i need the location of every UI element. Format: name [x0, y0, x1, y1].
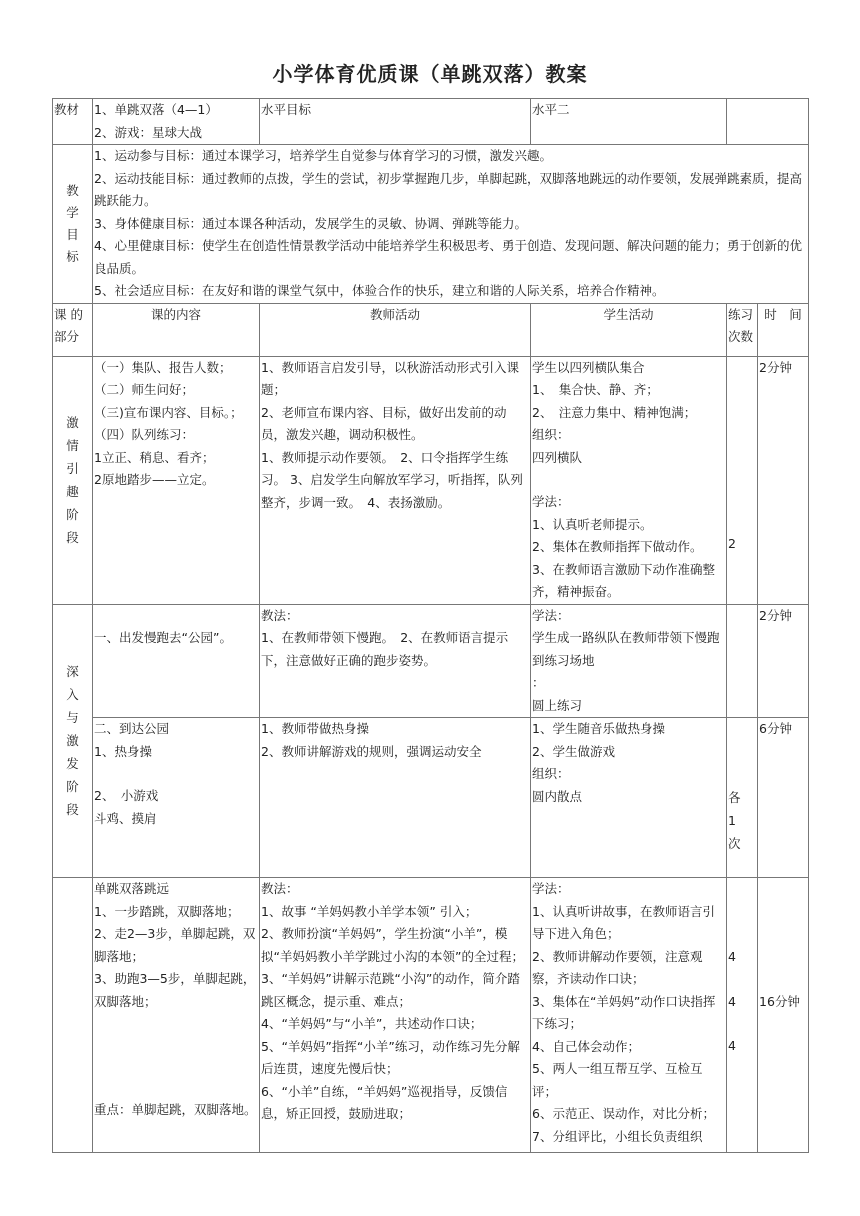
row-section-3: [53, 878, 809, 1153]
section-3-student: 学法： 1、认真听讲故事，在教师语言引导下进入角色； 2、教师讲解动作要领，注意观察，齐读动作口诀； 3、集体在“羊妈妈”动作口诀指挥下练习； 4、自己体会动作； 5、两人一组互帮互学、互检互评； 6、示范正、误动作，对比分析； 7、分组评比，小组长负责组织: [531, 878, 727, 1153]
section-1-student: 学生以四列横队集合 1、 集合快、静、齐； 2、 注意力集中、精神饱满； 组织： 四列横队 学法： 1、认真听老师提示。 2、集体在教师指挥下做动作。 3、在教师语言激励下动作准确整齐，精神振奋。: [531, 356, 727, 604]
goals-text: 1、运动参与目标：通过本课学习，培养学生自觉参与体育学习的习惯，激发兴趣。 2、运动技能目标：通过教师的点拨，学生的尝试，初步掌握跑几步，单脚起跳，双脚落地跳远的动作要领，发展弹跳素质，提高跳跃能力。 3、身体健康目标：通过本课各种活动，发展学生的灵敏、协调、弹跳等能力。 4、心里健康目标：使学生在创造性情景教学活动中能培养学生积极思考、勇于创造、发现问题、解决问题的能力；勇于创新的优良品质。 5、社会适应目标：在友好和谐的课堂气氛中，体验合作的快乐，建立和谐的人际关系，培养合作精神。: [93, 145, 809, 304]
empty-cell: [727, 99, 809, 145]
section-2b-teacher: 1、教师带做热身操 2、教师讲解游戏的规则，强调运动安全: [260, 718, 531, 878]
section-3-count: 4 4 4: [727, 878, 758, 1153]
section-2b-count: 各1次: [727, 718, 758, 878]
header-count: 练习次数: [727, 303, 758, 356]
section-3-teacher: 教法： 1、故事 “羊妈妈教小羊学本领” 引入； 2、教师扮演“羊妈妈”，学生扮演“小羊”，模拟“羊妈妈教小羊学跳过小沟的本领”的全过程； 3、“羊妈妈”讲解示范跳“小沟”的动作，简介踏跳区概念，提示重、难点； 4、“羊妈妈”与“小羊”，共述动作口诀； 5、“羊妈妈”指挥“小羊”练习，动作练习先分解后连贯，速度先慢后快； 6、“小羊”自练，“羊妈妈”巡视指导，反馈信息，矫正回授，鼓励进取；: [260, 878, 531, 1153]
section-2b-student: 1、学生随音乐做热身操 2、学生做游戏 组织： 圆内散点: [531, 718, 727, 878]
header-time: 时 间: [758, 303, 809, 356]
section-1-label: 激情引趣阶段: [53, 356, 93, 604]
page-title: 小学体育优质课（单跳双落）教案: [272, 62, 588, 86]
section-2a-count: [727, 604, 758, 718]
header-content: 课的内容: [93, 303, 260, 356]
goals-label: 教学目标: [53, 145, 93, 304]
header-student: 学生活动: [531, 303, 727, 356]
section-2a-student: 学法： 学生成一路纵队在教师带领下慢跑到练习场地 ： 圆上练习: [531, 604, 727, 718]
level-value: 水平二: [531, 99, 727, 145]
row-section-1: [53, 356, 809, 604]
row-goals: [53, 145, 809, 304]
material-label: 教材: [53, 99, 93, 145]
row-section-2a: [53, 604, 809, 718]
level-target-label: 水平目标: [260, 99, 531, 145]
section-2-label: 深入与激发阶段: [53, 604, 93, 878]
row-header: [53, 303, 809, 356]
section-2a-teacher: 教法： 1、在教师带领下慢跑。 2、在教师语言提示下，注意做好正确的跑步姿势。: [260, 604, 531, 718]
header-part: 课 的部分: [53, 303, 93, 356]
section-3-content: 单跳双落跳远 1、一步踏跳，双脚落地； 2、走2—3步，单脚起跳，双脚落地； 3、助跑3—5步，单脚起跳，双脚落地； 重点：单脚起跳，双脚落地。: [93, 878, 260, 1153]
section-1-count: 2: [727, 356, 758, 604]
section-2a-content: 一、出发慢跑去“公园”。: [93, 604, 260, 718]
section-2b-content: 二、到达公园 1、热身操 2、 小游戏 斗鸡、摸肩: [93, 718, 260, 878]
header-teacher: 教师活动: [260, 303, 531, 356]
section-1-time: 2分钟: [758, 356, 809, 604]
row-section-2b: [53, 718, 809, 878]
section-3-time: 16分钟: [758, 878, 809, 1153]
row-material: [53, 99, 809, 145]
section-1-content: （一）集队、报告人数； （二）师生问好； （三)宣布课内容、目标。； （四）队列练习： 1立正、稍息、看齐； 2原地踏步——立定。: [93, 356, 260, 604]
section-1-teacher: 1、教师语言启发引导，以秋游活动形式引入课题； 2、老师宣布课内容、目标，做好出发前的动员，激发兴趣，调动积极性。 1、教师提示动作要领。 2、口令指挥学生练习。 3、启发学生向解放军学习，听指挥，队列整齐，步调一致。 4、表扬激励。: [260, 356, 531, 604]
lesson-plan-table: [52, 98, 809, 1153]
material-items: 1、单跳双落（4—1） 2、游戏：星球大战: [93, 99, 260, 145]
section-3-label: [53, 878, 93, 1153]
section-2a-time: 2分钟: [758, 604, 809, 718]
section-2b-time: 6分钟: [758, 718, 809, 878]
